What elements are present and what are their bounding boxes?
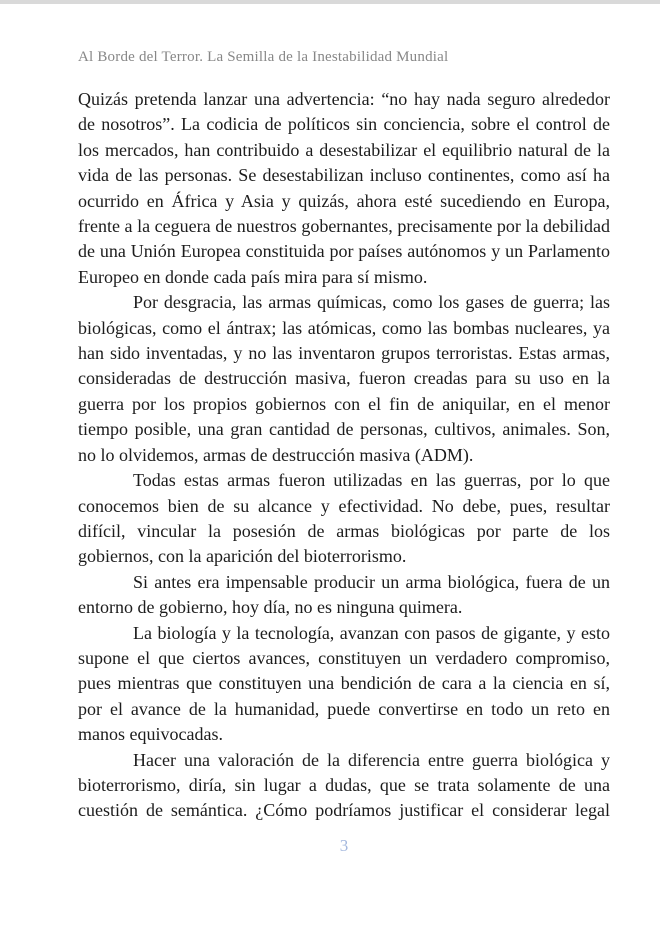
paragraph: Por desgracia, las armas químicas, como los gases de guerra; las biológicas, como el ántrax; las atómicas, como las bombas nucleares, ya han sido inventadas, y no las inventaron grupos terroristas. Estas armas, consideradas de destrucción masiva, fueron creadas para su uso en la guerra por los propios gobiernos con el fin de aniquilar, en el menor tiempo posible, una gran cantidad de personas, cultivos, animales. Son, no lo olvidemos, armas de destrucción masiva (ADM). (78, 292, 610, 465)
paragraph: La biología y la tecnología, avanzan con pasos de gigante, y esto supone el que ciertos avances, constituyen un verdadero compromiso, pues mientras que constituyen una bendición de cara a la ciencia en sí, por el avance de la humanidad, puede convertirse en todo un reto en manos equivocadas. (78, 622, 610, 745)
paragraph: Todas estas armas fueron utilizadas en las guerras, por lo que conocemos bien de su alcance y efectividad. No debe, pues, resultar difícil, vincular la posesión de armas biológicas por parte de los gobiernos, con la aparición del bioterrorismo. (78, 470, 610, 567)
paragraph: Hacer una valoración de la diferencia entre guerra biológica y bioterrorismo, diría, sin lugar a dudas, que se trata solamente de una cuestión de semántica. ¿Cómo podríamos justificar el considerar legal (78, 749, 610, 821)
paragraph: Quizás pretenda lanzar una advertencia: “no hay nada seguro alrededor de nosotros”. La codicia de políticos sin conciencia, sobre el control de los mercados, han contribuido a desestabilizar el equilibrio natural de la vida de las personas. Se desestabilizan incluso continentes, como así ha ocurrido en África y Asia y quizás, ahora esté sucediendo en Europa, frente a la ceguera de nuestros gobernantes, precisamente por la debilidad de una Unión Europea constituida por países autónomos y un Parlamento Europeo en donde cada país mira para sí mismo. (78, 89, 610, 287)
top-divider (0, 0, 660, 4)
paragraph: Si antes era impensable producir un arma biológica, fuera de un entorno de gobierno, hoy día, no es ninguna quimera. (78, 571, 610, 618)
running-header (78, 48, 610, 66)
book-title: Al Borde del Terror. La Semilla de la Inestabilidad Mundial (78, 49, 449, 65)
page-footer (78, 836, 610, 856)
page-number: 3 (339, 835, 349, 855)
page-body (78, 87, 610, 824)
